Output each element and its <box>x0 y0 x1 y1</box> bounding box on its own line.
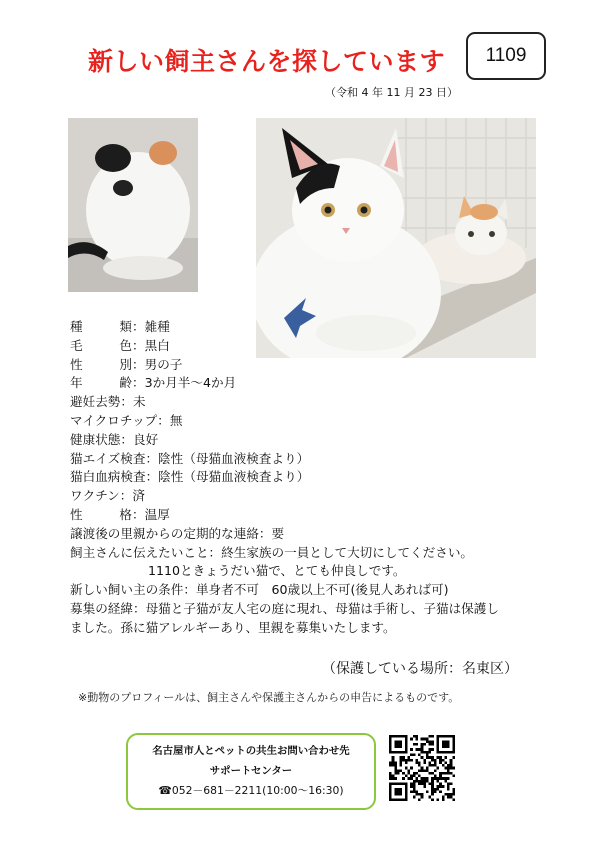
profile-list <box>70 318 570 638</box>
profile-row: 性 別：男の子 <box>70 356 570 375</box>
profile-value: 3か月半～4か月 <box>144 375 237 391</box>
profile-row: 健康状態：良好 <box>70 431 570 450</box>
conditions-value: 単身者不可 60歳以上不可(後見人あれば可) <box>195 582 449 598</box>
profile-value: 陰性（母猫血液検査より） <box>158 450 310 466</box>
message-continuation: 1110ときょうだい猫で、とても仲良しです。 <box>148 563 406 579</box>
profile-row: 年 齢：3か月半～4か月 <box>70 374 570 393</box>
profile-row: 猫白血病検査：陰性（母猫血液検査より） <box>70 468 570 487</box>
profile-row: 種 類：雑種 <box>70 318 570 337</box>
poster-title: 新しい飼主さんを探しています <box>88 47 446 76</box>
profile-label: 譲渡後の里親からの定期的な連絡 <box>70 525 259 541</box>
profile-label: 猫白血病検査 <box>70 469 146 485</box>
contact-box <box>126 733 376 810</box>
profile-row: 避妊去勢：未 <box>70 393 570 412</box>
profile-value: 黒白 <box>144 337 170 353</box>
background-line2: ました。孫に猫アレルギーあり、里親を募集いたします。 <box>70 619 396 635</box>
profile-label: 性 格 <box>70 506 132 522</box>
profile-value: 済 <box>132 488 145 504</box>
profile-value: 未 <box>132 394 146 410</box>
profile-value: 良好 <box>132 431 159 447</box>
profile-label: 年 齢 <box>70 375 132 391</box>
id-number-box: 1109 <box>466 32 546 80</box>
profile-label: 避妊去勢 <box>70 394 121 410</box>
profile-value: 雑種 <box>144 319 170 334</box>
contact-line1: 名古屋市人とペットの共生お問い合わせ先 <box>152 745 350 757</box>
profile-row: 毛 色：黒白 <box>70 337 570 356</box>
profile-label: ワクチン <box>70 488 120 504</box>
profile-row: 猫エイズ検査：陰性（母猫血液検査より） <box>70 450 570 469</box>
profile-label: 猫エイズ検査 <box>70 450 146 466</box>
contact-phone: ☎052－681－2211(10:00～16:30) <box>158 784 344 797</box>
profile-value: 男の子 <box>144 356 183 372</box>
contact-line2: サポートセンター <box>209 765 293 777</box>
profile-row: 性 格：温厚 <box>70 506 570 525</box>
profile-label: 健康状態 <box>70 431 121 447</box>
conditions-label: 新しい飼い主の条件 <box>70 582 184 598</box>
message-row: 飼主さんに伝えたいこと：終生家族の一員として大切にしてください。 <box>70 544 473 560</box>
background-row: 募集の経緯：母猫と子猫が友人宅の庭に現れ、母猫は手術し、子猫は保護し <box>70 600 499 616</box>
conditions-row: 新しい飼い主の条件：単身者不可 60歳以上不可(後見人あれば可) <box>70 582 449 598</box>
profile-label: マイクロチップ <box>70 412 158 428</box>
message-value: 終生家族の一員として大切にしてください。 <box>221 544 473 560</box>
disclaimer-note: ※動物のプロフィールは、飼主さんや保護主さんからの申告によるものです。 <box>78 691 460 704</box>
profile-value: 陰性（母猫血液検査より） <box>158 469 310 485</box>
profile-value: 温厚 <box>144 506 170 522</box>
profile-row: ワクチン：済 <box>70 487 570 506</box>
background-line1: 母猫と子猫が友人宅の庭に現れ、母猫は手術し、子猫は保護し <box>145 600 499 616</box>
cat-photo-small <box>68 118 198 292</box>
message-label: 飼主さんに伝えたいこと <box>70 544 209 560</box>
profile-value: 要 <box>271 525 285 541</box>
profile-row: マイクロチップ：無 <box>70 412 570 431</box>
profile-label: 種 類 <box>70 319 132 334</box>
background-label: 募集の経緯 <box>70 600 133 616</box>
qr-code[interactable] <box>389 735 455 801</box>
profile-label: 毛 色 <box>70 337 132 353</box>
profile-row: 譲渡後の里親からの定期的な連絡：要 <box>70 525 570 544</box>
date-text: （令和 4 年 11 月 23 日） <box>325 86 458 99</box>
location-text: （保護している場所：名東区） <box>322 661 518 677</box>
profile-value: 無 <box>169 412 183 428</box>
profile-label: 性 別 <box>70 356 132 372</box>
